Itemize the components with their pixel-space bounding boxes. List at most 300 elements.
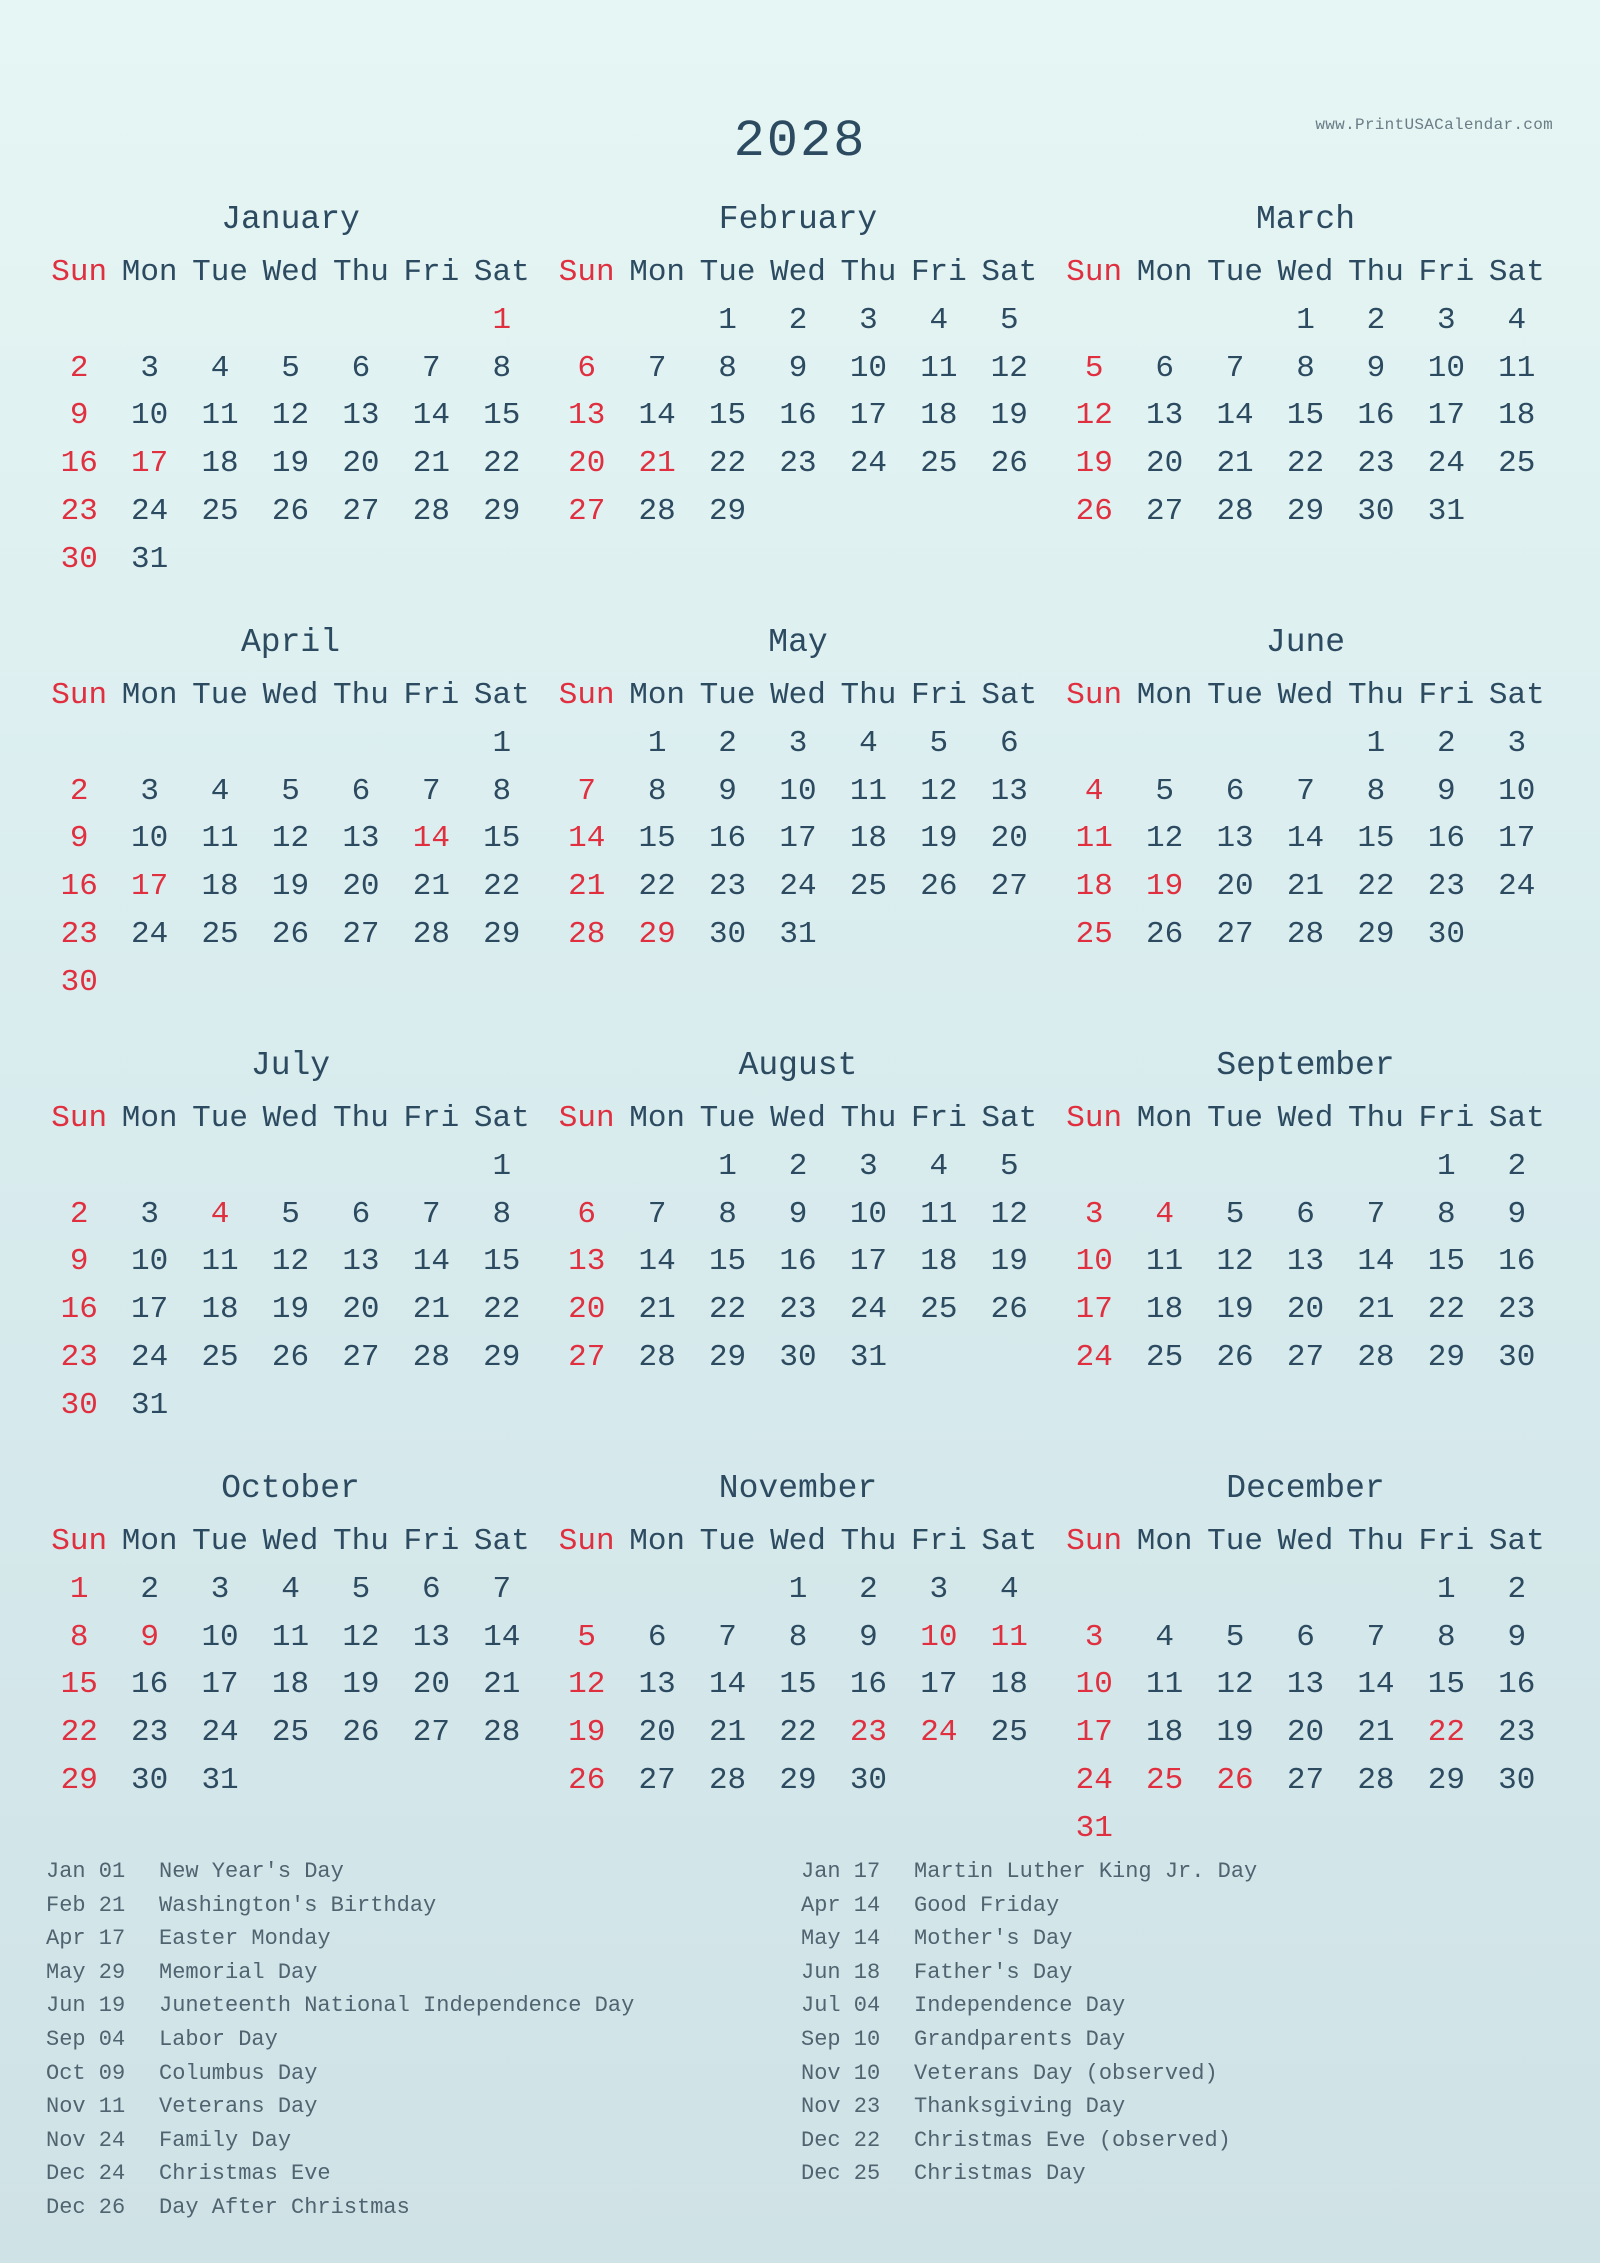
day-cell-highlighted: 7 <box>577 773 597 809</box>
day-cell: 13 <box>412 1619 450 1655</box>
day-cell: 16 <box>1357 398 1395 434</box>
day-cell: 27 <box>990 869 1028 905</box>
day-cell: 9 <box>788 350 808 386</box>
day-cell: 7 <box>1225 350 1245 386</box>
weekday-header: Fri <box>403 678 460 713</box>
day-cell: 1 <box>788 1571 808 1607</box>
day-cell: 3 <box>140 350 159 386</box>
day-cell: 12 <box>990 1196 1028 1232</box>
day-cell: 6 <box>1225 773 1245 809</box>
day-cell: 5 <box>1225 1196 1245 1232</box>
empty-cell <box>114 720 184 768</box>
day-cell: 24 <box>1498 869 1536 905</box>
day-cell: 28 <box>412 1339 450 1375</box>
day-cell: 22 <box>1357 869 1395 905</box>
day-cell: 27 <box>1286 1762 1325 1798</box>
weekday-header: Tue <box>1207 1524 1263 1559</box>
weekday-header: Wed <box>1277 1101 1334 1136</box>
day-cell: 17 <box>131 1292 169 1328</box>
day-cell: 29 <box>1427 1339 1465 1375</box>
day-cell-highlighted: 3 <box>1084 1619 1104 1655</box>
holiday-name: New Year's Day <box>159 1859 344 1884</box>
holiday-row <box>801 2057 1556 2091</box>
day-cell: 22 <box>1427 1292 1465 1328</box>
day-cell: 4 <box>210 350 230 386</box>
day-cell: 23 <box>779 1292 817 1328</box>
day-cell: 2 <box>140 1571 159 1607</box>
holiday-date: Jan 17 <box>801 1859 881 1884</box>
day-cell-highlighted: 26 <box>1075 493 1113 529</box>
day-cell-highlighted: 26 <box>568 1762 606 1798</box>
day-cell: 26 <box>1216 1339 1254 1375</box>
holiday-row <box>801 2023 1556 2057</box>
day-cell: 3 <box>140 1196 159 1232</box>
empty-cell <box>622 1143 692 1191</box>
day-cell: 27 <box>638 1762 676 1798</box>
weekday-header: Thu <box>333 255 389 290</box>
day-cell: 20 <box>1286 1715 1325 1751</box>
day-cell: 13 <box>1286 1244 1325 1280</box>
holiday-row <box>801 1989 1556 2023</box>
day-cell-highlighted: 31 <box>1075 1810 1113 1846</box>
weekday-header: Sat <box>473 255 530 290</box>
day-cell: 29 <box>483 1339 521 1375</box>
holiday-name: Mother's Day <box>914 1926 1073 1952</box>
empty-cell <box>1059 1566 1129 1614</box>
day-cell: 15 <box>708 1244 747 1280</box>
day-cell-highlighted: 16 <box>60 1292 98 1328</box>
day-cell: 5 <box>1225 1619 1245 1655</box>
empty-cell <box>1270 1143 1340 1191</box>
day-cell: 11 <box>201 1244 239 1280</box>
day-cell: 10 <box>849 350 888 386</box>
day-cell: 13 <box>342 398 380 434</box>
day-cell-highlighted: 24 <box>1075 1762 1113 1798</box>
day-cell: 15 <box>483 1244 521 1280</box>
day-cell: 14 <box>1357 1244 1395 1280</box>
day-cell: 14 <box>708 1667 747 1703</box>
day-cell: 22 <box>779 1715 817 1751</box>
day-cell-highlighted: 19 <box>1146 869 1184 905</box>
day-cell: 6 <box>351 350 371 386</box>
day-grid <box>552 1095 1045 1382</box>
day-cell: 14 <box>638 1244 676 1280</box>
day-cell: 16 <box>708 821 747 857</box>
weekday-header: Tue <box>699 1524 756 1559</box>
day-cell: 15 <box>1427 1244 1465 1280</box>
day-cell: 25 <box>1498 446 1536 482</box>
day-cell: 24 <box>131 493 169 529</box>
day-cell: 30 <box>708 916 747 952</box>
holiday-date: May 14 <box>801 1926 881 1952</box>
day-cell: 8 <box>1366 773 1386 809</box>
day-cell: 5 <box>281 350 300 386</box>
day-cell: 4 <box>1507 302 1527 338</box>
day-cell: 28 <box>1357 1339 1395 1375</box>
day-cell: 25 <box>201 1339 239 1375</box>
weekday-header: Fri <box>1418 678 1475 713</box>
day-cell: 2 <box>788 302 808 338</box>
empty-cell <box>1129 1566 1199 1614</box>
day-cell: 29 <box>1286 493 1325 529</box>
day-cell: 18 <box>990 1667 1028 1703</box>
month-june <box>1059 619 1552 1042</box>
weekday-header: Wed <box>770 1524 826 1559</box>
holiday-name: Christmas Day <box>914 2161 1086 2187</box>
holiday-date: Jan 01 <box>46 1859 126 1884</box>
weekday-header: Fri <box>1418 255 1475 290</box>
day-cell: 16 <box>1498 1244 1536 1280</box>
month-name: May <box>768 624 828 661</box>
day-cell: 25 <box>990 1715 1028 1751</box>
day-cell: 25 <box>849 869 888 905</box>
day-cell-highlighted: 20 <box>568 1292 606 1328</box>
day-cell: 9 <box>718 773 737 809</box>
day-cell: 8 <box>647 773 667 809</box>
day-cell-highlighted: 28 <box>568 916 606 952</box>
holiday-row <box>801 1889 1556 1923</box>
day-cell: 15 <box>483 398 521 434</box>
day-cell: 18 <box>1498 398 1536 434</box>
day-cell: 7 <box>718 1619 737 1655</box>
weekday-header: Fri <box>910 1524 967 1559</box>
day-cell: 26 <box>920 869 958 905</box>
weekday-header: Sun <box>51 1524 108 1559</box>
day-cell-highlighted: 15 <box>60 1667 98 1703</box>
day-cell: 22 <box>638 869 676 905</box>
month-name: December <box>1226 1470 1385 1507</box>
day-cell: 23 <box>708 869 747 905</box>
holiday-name: Easter Monday <box>159 1926 331 1952</box>
day-cell: 10 <box>131 1244 169 1280</box>
day-cell: 3 <box>1507 725 1527 761</box>
holiday-date: Jun 18 <box>801 1959 881 1985</box>
day-cell-highlighted: 5 <box>577 1619 597 1655</box>
day-cell-highlighted: 30 <box>60 541 98 577</box>
day-cell-highlighted: 2 <box>69 1196 89 1232</box>
month-january <box>44 196 537 619</box>
day-cell: 25 <box>920 446 958 482</box>
day-cell: 8 <box>492 773 512 809</box>
day-cell: 19 <box>920 821 958 857</box>
weekday-header: Wed <box>1277 678 1334 713</box>
weekday-header: Sat <box>1488 255 1545 290</box>
day-cell: 20 <box>1146 446 1184 482</box>
holiday-name: Family Day <box>159 2127 292 2153</box>
month-october <box>44 1465 537 1888</box>
day-cell-highlighted: 4 <box>1084 773 1104 809</box>
empty-cell <box>114 1143 184 1191</box>
day-cell: 28 <box>638 493 676 529</box>
day-cell: 14 <box>412 398 450 434</box>
holiday-row <box>801 1956 1556 1990</box>
holiday-row <box>801 1922 1556 1956</box>
weekday-header: Wed <box>770 678 826 713</box>
day-cell: 21 <box>1357 1715 1395 1751</box>
holiday-date: Nov 23 <box>801 2094 881 2120</box>
day-cell: 25 <box>1146 1339 1184 1375</box>
day-cell: 3 <box>210 1571 230 1607</box>
empty-cell <box>692 1566 762 1614</box>
day-cell-highlighted: 24 <box>1075 1339 1113 1375</box>
holiday-list <box>46 1855 1566 2225</box>
day-cell: 15 <box>779 1667 817 1703</box>
weekday-header: Thu <box>333 1524 389 1559</box>
day-cell-highlighted: 13 <box>568 1244 606 1280</box>
day-cell: 18 <box>920 1244 958 1280</box>
weekday-header: Mon <box>121 255 178 290</box>
day-cell: 24 <box>779 869 817 905</box>
day-cell: 20 <box>342 1292 380 1328</box>
day-cell: 8 <box>718 350 737 386</box>
weekday-header: Mon <box>1136 255 1193 290</box>
holiday-name: Independence Day <box>914 1993 1126 2019</box>
day-cell: 21 <box>1216 446 1254 482</box>
day-cell: 14 <box>1357 1667 1395 1703</box>
holiday-date: Feb 21 <box>46 1892 126 1918</box>
weekday-header: Fri <box>403 1524 460 1559</box>
day-cell: 14 <box>638 398 676 434</box>
day-cell: 7 <box>422 773 441 809</box>
day-cell: 28 <box>1286 916 1325 952</box>
day-cell: 10 <box>131 398 169 434</box>
weekday-header: Sat <box>981 678 1038 713</box>
empty-cell <box>255 297 325 345</box>
day-cell: 11 <box>201 821 239 857</box>
day-cell: 13 <box>1286 1667 1325 1703</box>
day-cell: 27 <box>342 493 380 529</box>
holiday-date: Jul 04 <box>801 1993 881 2019</box>
day-cell-highlighted: 18 <box>1075 869 1113 905</box>
day-cell: 3 <box>859 1148 878 1184</box>
day-cell: 29 <box>483 916 521 952</box>
empty-cell <box>1129 720 1199 768</box>
empty-cell <box>326 297 396 345</box>
holiday-date: Nov 11 <box>46 2094 126 2120</box>
holiday-date: Dec 24 <box>46 2161 126 2187</box>
day-cell: 19 <box>990 398 1028 434</box>
weekday-header: Sun <box>1066 1524 1123 1559</box>
day-cell: 11 <box>1498 350 1536 386</box>
day-cell: 9 <box>1437 773 1456 809</box>
day-grid <box>1059 1095 1552 1382</box>
day-cell: 13 <box>342 821 380 857</box>
day-cell-highlighted: 9 <box>69 398 89 434</box>
day-cell: 30 <box>1498 1762 1536 1798</box>
day-cell: 10 <box>849 1196 888 1232</box>
day-cell: 29 <box>779 1762 817 1798</box>
day-cell-highlighted: 4 <box>1155 1196 1174 1232</box>
day-cell: 10 <box>779 773 817 809</box>
day-cell: 4 <box>281 1571 300 1607</box>
day-cell: 9 <box>788 1196 808 1232</box>
day-grid <box>44 249 537 584</box>
weekday-header: Sat <box>981 1524 1038 1559</box>
day-cell: 15 <box>483 821 521 857</box>
day-cell: 27 <box>1286 1339 1325 1375</box>
day-cell: 17 <box>920 1667 958 1703</box>
holiday-name: Grandparents Day <box>914 2026 1126 2052</box>
month-name: February <box>718 201 878 238</box>
day-cell: 22 <box>483 446 521 482</box>
day-cell-highlighted: 21 <box>568 869 606 905</box>
weekday-header: Sun <box>51 255 108 290</box>
day-cell: 14 <box>1216 398 1254 434</box>
weekday-header: Wed <box>1277 1524 1334 1559</box>
day-cell: 21 <box>708 1715 747 1751</box>
holiday-name: Good Friday <box>914 1892 1060 1918</box>
day-cell-highlighted: 4 <box>210 1196 230 1232</box>
day-cell: 12 <box>342 1619 380 1655</box>
day-cell-highlighted: 13 <box>568 398 606 434</box>
month-february <box>552 196 1045 619</box>
day-cell: 1 <box>1437 1571 1456 1607</box>
day-cell-highlighted: 9 <box>69 821 89 857</box>
holiday-date: Sep 04 <box>46 2026 126 2052</box>
day-cell: 29 <box>708 493 747 529</box>
empty-cell <box>552 297 622 345</box>
day-cell: 5 <box>281 773 300 809</box>
day-cell-highlighted: 2 <box>69 773 89 809</box>
day-cell: 7 <box>422 350 441 386</box>
holiday-row <box>46 1855 801 1889</box>
day-cell-highlighted: 12 <box>1075 398 1113 434</box>
day-cell: 11 <box>1146 1667 1184 1703</box>
weekday-header: Sat <box>981 1101 1038 1136</box>
weekday-header: Wed <box>262 678 319 713</box>
day-cell: 31 <box>131 541 169 577</box>
month-grid <box>44 196 1564 1888</box>
day-cell: 10 <box>131 821 169 857</box>
day-cell-highlighted: 20 <box>568 446 606 482</box>
day-cell: 24 <box>849 446 888 482</box>
day-cell: 4 <box>210 773 230 809</box>
empty-cell <box>396 720 466 768</box>
day-cell: 17 <box>1427 398 1465 434</box>
weekday-header: Fri <box>910 1101 967 1136</box>
empty-cell <box>1200 297 1270 345</box>
holiday-name: Labor Day <box>159 2026 278 2052</box>
month-name: January <box>221 201 360 238</box>
weekday-header: Thu <box>840 255 897 290</box>
weekday-header: Wed <box>262 1524 319 1559</box>
weekday-header: Tue <box>192 1524 248 1559</box>
holiday-name: Christmas Eve (observed) <box>914 2127 1231 2153</box>
holiday-row <box>801 2157 1556 2191</box>
day-cell: 17 <box>779 821 817 857</box>
day-cell: 21 <box>483 1667 521 1703</box>
weekday-header: Sat <box>473 1524 530 1559</box>
day-cell: 15 <box>1286 398 1325 434</box>
day-cell: 3 <box>1437 302 1456 338</box>
weekday-header: Thu <box>840 1101 897 1136</box>
holiday-row <box>46 2023 801 2057</box>
holiday-name: Day After Christmas <box>159 2194 410 2220</box>
day-cell: 6 <box>422 1571 441 1607</box>
day-cell: 26 <box>271 1339 310 1375</box>
day-cell: 9 <box>1507 1619 1527 1655</box>
day-cell: 26 <box>271 916 310 952</box>
day-cell: 31 <box>1427 493 1465 529</box>
weekday-header: Tue <box>699 255 756 290</box>
day-grid <box>552 249 1045 536</box>
day-cell-highlighted: 30 <box>60 964 98 1000</box>
day-cell-highlighted: 14 <box>412 821 450 857</box>
holiday-date: Apr 17 <box>46 1926 126 1952</box>
day-cell: 3 <box>929 1571 949 1607</box>
day-cell: 31 <box>201 1762 239 1798</box>
holiday-row <box>801 2090 1556 2124</box>
day-cell-highlighted: 14 <box>568 821 606 857</box>
empty-cell <box>255 1143 325 1191</box>
day-cell: 5 <box>351 1571 371 1607</box>
day-cell: 25 <box>920 1292 958 1328</box>
day-cell: 18 <box>1146 1715 1184 1751</box>
day-cell-highlighted: 19 <box>568 1715 606 1751</box>
month-name: October <box>221 1470 360 1507</box>
day-cell-highlighted: 24 <box>920 1715 958 1751</box>
empty-cell <box>1200 1566 1270 1614</box>
month-may <box>552 619 1045 1042</box>
holiday-row <box>46 1989 801 2023</box>
day-cell: 6 <box>647 1619 667 1655</box>
weekday-header: Sat <box>981 255 1038 290</box>
day-cell: 25 <box>271 1715 310 1751</box>
day-cell: 8 <box>1437 1619 1456 1655</box>
day-cell: 30 <box>849 1762 888 1798</box>
day-cell: 15 <box>1427 1667 1465 1703</box>
empty-cell <box>1200 1143 1270 1191</box>
day-cell: 29 <box>708 1339 747 1375</box>
day-cell-highlighted: 29 <box>638 916 676 952</box>
weekday-header: Sun <box>51 678 108 713</box>
day-cell: 9 <box>859 1619 878 1655</box>
weekday-header: Thu <box>1348 1524 1404 1559</box>
weekday-header: Sat <box>1488 1101 1545 1136</box>
holiday-date: May 29 <box>46 1959 126 1985</box>
weekday-header: Thu <box>333 678 389 713</box>
empty-cell <box>396 297 466 345</box>
day-cell-highlighted: 8 <box>69 1619 89 1655</box>
day-cell-highlighted: 27 <box>568 493 606 529</box>
empty-cell <box>44 1143 114 1191</box>
day-cell: 6 <box>999 725 1019 761</box>
day-cell: 3 <box>140 773 159 809</box>
day-cell: 13 <box>1146 398 1184 434</box>
day-cell: 20 <box>342 869 380 905</box>
empty-cell <box>326 720 396 768</box>
day-grid <box>1059 672 1552 959</box>
day-grid <box>44 1518 537 1805</box>
day-cell: 21 <box>412 1292 450 1328</box>
weekday-header: Sun <box>51 1101 108 1136</box>
day-cell: 19 <box>1216 1715 1254 1751</box>
empty-cell <box>1059 720 1129 768</box>
weekday-header: Mon <box>629 678 686 713</box>
day-cell: 21 <box>412 446 450 482</box>
day-cell: 21 <box>1286 869 1325 905</box>
day-cell: 4 <box>1155 1619 1174 1655</box>
day-cell: 27 <box>342 1339 380 1375</box>
day-cell: 19 <box>342 1667 380 1703</box>
day-cell-highlighted: 29 <box>60 1762 98 1798</box>
day-cell: 2 <box>788 1148 808 1184</box>
day-cell: 7 <box>1366 1619 1386 1655</box>
holiday-row <box>46 1956 801 1990</box>
day-cell: 21 <box>412 869 450 905</box>
day-cell: 28 <box>708 1762 747 1798</box>
day-cell: 8 <box>492 350 512 386</box>
